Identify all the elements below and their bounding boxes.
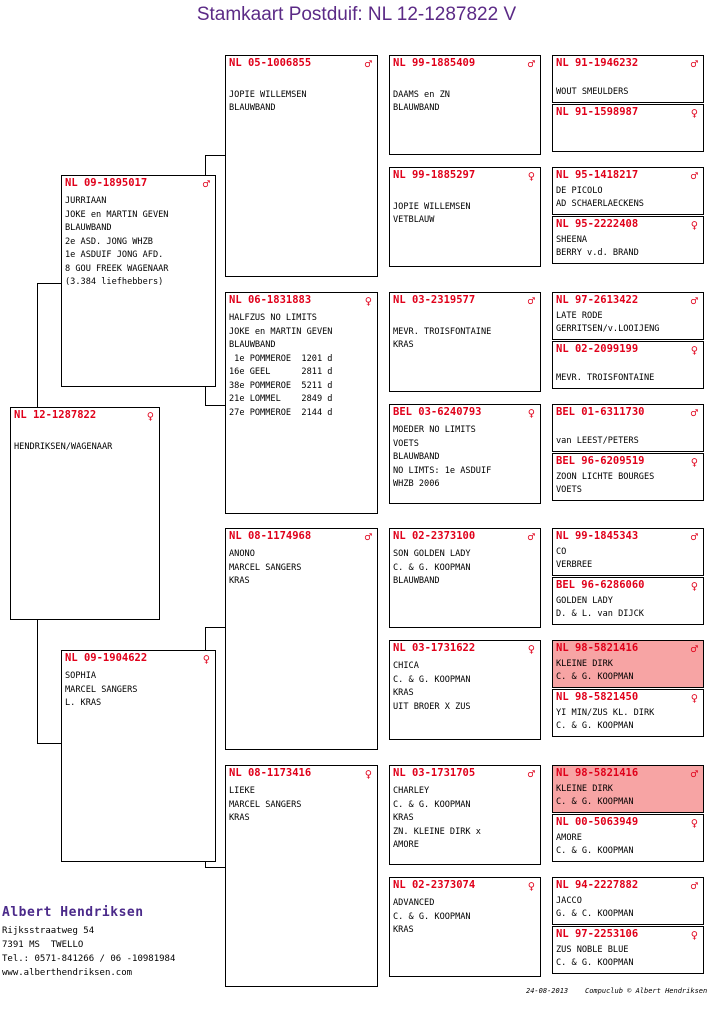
ring-number-text: NL 09-1904622: [65, 652, 148, 664]
ring-number-text: NL 99-1885409: [393, 57, 476, 69]
pigeon-card[interactable]: [225, 528, 378, 750]
owner-website-link[interactable]: www.alberthendriksen.com: [2, 968, 133, 978]
pigeon-info-line: [14, 427, 157, 441]
pigeon-info-line: KRAS: [229, 813, 250, 823]
pigeon-info-line: KRAS: [393, 340, 414, 350]
footer-credit: 24-08-2013 Compuclub © Albert Hendriksen: [526, 987, 708, 995]
pigeon-info-line: BLAUWBAND: [229, 340, 276, 350]
pigeon-info-line: UIT BROER X ZUS: [393, 701, 471, 712]
ring-number-text: BEL 03-6240793: [393, 406, 482, 418]
sex-icon: ♂: [364, 530, 372, 544]
connector-line: [205, 405, 225, 406]
pigeon-info-line: MEVR. TROISFONTAINE: [556, 373, 655, 383]
pigeon-info-line: WOUT SMEULDERS: [556, 87, 629, 97]
sex-icon: ♀: [690, 343, 698, 357]
ring-number: [556, 816, 700, 830]
sex-icon: ♀: [364, 294, 372, 308]
ring-number: [393, 294, 537, 308]
ring-number: [556, 294, 700, 308]
ring-number-text: NL 12-1287822: [14, 409, 97, 421]
ring-number-text: NL 98-5821416: [556, 767, 639, 779]
pigeon-info-line: VOETS: [393, 438, 419, 449]
pigeon-info-line: 2e ASD. JONG WHZB: [65, 236, 153, 247]
ring-number: [65, 177, 212, 191]
pigeon-info-line: G. & C. KOOPMAN: [556, 909, 634, 919]
ring-number-text: NL 02-2373100: [393, 530, 476, 542]
pigeon-card[interactable]: [225, 292, 378, 514]
pigeon-card[interactable]: [389, 292, 541, 392]
ring-number-text: BEL 96-6286060: [556, 579, 645, 591]
ring-number: [229, 767, 374, 781]
pigeon-info-line: [556, 359, 701, 372]
owner-city: 7391 MS TWELLO: [2, 940, 84, 950]
pigeon-info-line: 8 GOU FREEK WAGENAAR: [65, 263, 169, 274]
ring-number: [229, 530, 374, 544]
pigeon-info-line: [556, 73, 701, 86]
pigeon-info-line: AD SCHAERLAECKENS: [556, 199, 644, 209]
pigeon-info-line: VETBLAUW: [393, 215, 435, 225]
ring-number: [556, 406, 700, 420]
sex-icon: ♂: [364, 57, 372, 71]
pigeon-info-line: 21e LOMMEL 2849 d: [229, 394, 333, 404]
ring-number-text: NL 98-5821416: [556, 642, 639, 654]
pigeon-card[interactable]: [552, 926, 704, 974]
sex-icon: ♂: [690, 530, 698, 544]
pigeon-info-line: MARCEL SANGERS: [229, 799, 302, 810]
pigeon-info-line: GOLDEN LADY: [556, 596, 613, 606]
pigeon-card[interactable]: [389, 167, 541, 267]
pigeon-info-line: MEVR. TROISFONTAINE: [393, 326, 492, 337]
pigeon-card[interactable]: [389, 404, 541, 504]
pigeon-info-line: CHARLEY: [393, 786, 430, 796]
pigeon-card[interactable]: [552, 453, 704, 501]
sex-icon: ♂: [527, 530, 535, 544]
sex-icon: ♂: [690, 642, 698, 656]
pigeon-info-line: BLAUWBAND: [393, 576, 440, 586]
ring-number: [229, 57, 374, 71]
sex-icon: ♂: [527, 57, 535, 71]
pigeon-card[interactable]: [552, 341, 704, 389]
pigeon-info-line: C. & G. KOOPMAN: [556, 797, 634, 807]
pigeon-card[interactable]: [552, 104, 704, 152]
sex-icon: ♀: [202, 652, 210, 666]
pigeon-info-line: 1e POMMEROE 1201 d: [229, 353, 333, 364]
pigeon-info-line: ZUS NOBLE BLUE: [556, 945, 629, 955]
pigeon-card[interactable]: [552, 577, 704, 625]
pigeon-info-line: LIEKE: [229, 786, 255, 796]
sex-icon: ♂: [690, 57, 698, 71]
sex-icon: ♀: [690, 579, 698, 593]
ring-number: [556, 642, 700, 656]
ring-number: [393, 767, 537, 781]
pigeon-card[interactable]: [10, 407, 160, 620]
ring-number-text: NL 05-1006855: [229, 57, 312, 69]
sex-icon: ♂: [690, 406, 698, 420]
pigeon-card[interactable]: [389, 877, 541, 977]
ring-number-text: BEL 96-6209519: [556, 455, 645, 467]
pigeon-info-line: VOETS: [556, 485, 582, 495]
ring-number: [393, 642, 537, 656]
pigeon-info-line: 27e POMMEROE 2144 d: [229, 407, 333, 418]
pigeon-info-line: (3.384 liefhebbers): [65, 277, 164, 287]
pigeon-info-line: MARCEL SANGERS: [65, 684, 138, 695]
page-title: Stamkaart Postduif: NL 12-1287822 V: [196, 4, 517, 25]
ring-number: [229, 294, 374, 308]
pigeon-info-line: [393, 75, 538, 89]
pigeon-info-line: KLEINE DIRK: [556, 784, 613, 794]
ring-number: [556, 691, 700, 705]
pigeon-card[interactable]: [552, 167, 704, 215]
pigeon-info-line: BLAUWBAND: [393, 103, 440, 113]
ring-number-text: NL 08-1173416: [229, 767, 312, 779]
ring-number: [556, 928, 700, 942]
pigeon-info-line: D. & L. van DIJCK: [556, 609, 644, 619]
ring-number: [556, 530, 700, 544]
pigeon-card[interactable]: [389, 640, 541, 740]
sex-icon: ♀: [527, 406, 535, 420]
pigeon-info-line: ADVANCED: [393, 898, 435, 908]
pigeon-info-line: KRAS: [393, 925, 414, 935]
pigeon-card[interactable]: [225, 55, 378, 277]
pigeon-info-line: KRAS: [393, 688, 414, 698]
pigeon-info-line: SHEENA: [556, 235, 588, 245]
sex-icon: ♀: [527, 642, 535, 656]
ring-number: [556, 57, 700, 71]
pigeon-info-line: DE PICOLO: [556, 186, 603, 196]
pigeon-card[interactable]: [225, 765, 378, 987]
pigeon-card[interactable]: [389, 55, 541, 155]
pigeon-info-line: 38e POMMEROE 5211 d: [229, 380, 333, 391]
pigeon-info-line: MOEDER NO LIMITS: [393, 425, 476, 435]
pigeon-info-line: JOPIE WILLEMSEN: [393, 201, 471, 212]
pigeon-card[interactable]: [389, 765, 541, 865]
ring-number-text: NL 03-1731705: [393, 767, 476, 779]
pigeon-info-line: 1e ASDUIF JONG AFD.: [65, 250, 164, 260]
pigeon-info-line: AMORE: [393, 840, 419, 850]
pigeon-info-line: BLAUWBAND: [229, 103, 276, 113]
ring-number: [14, 409, 156, 423]
pigeon-info-line: [556, 422, 701, 435]
sex-icon: ♀: [690, 218, 698, 232]
ring-number-text: NL 97-2253106: [556, 928, 639, 940]
pigeon-info-line: KLEINE DIRK: [556, 659, 613, 669]
sex-icon: ♀: [690, 928, 698, 942]
pigeon-card[interactable]: [552, 216, 704, 264]
ring-number-text: NL 08-1174968: [229, 530, 312, 542]
pigeon-info-line: JURRIAAN: [65, 196, 107, 206]
ring-number-text: NL 00-5063949: [556, 816, 639, 828]
ring-number: [556, 455, 700, 469]
pigeon-info-line: BLAUWBAND: [65, 223, 112, 233]
pigeon-info-line: ANONO: [229, 549, 255, 559]
pigeon-info-line: KRAS: [393, 813, 414, 823]
pigeon-card[interactable]: [61, 650, 216, 862]
pigeon-info-line: GERRITSEN/v.LOOIJENG: [556, 324, 660, 334]
pigeon-info-line: C. & G. KOOPMAN: [393, 674, 471, 685]
connector-line: [205, 627, 225, 628]
ring-number-text: BEL 01-6311730: [556, 406, 645, 418]
owner-name: Albert Hendriksen: [2, 905, 144, 920]
ring-number: [556, 218, 700, 232]
pigeon-info-line: CHICA: [393, 661, 419, 671]
pigeon-info-line: C. & G. KOOPMAN: [556, 846, 634, 856]
pigeon-info-line: [229, 75, 375, 89]
ring-number-text: NL 97-2613422: [556, 294, 639, 306]
ring-number-text: NL 02-2373074: [393, 879, 476, 891]
ring-number: [556, 579, 700, 593]
owner-phone: Tel.: 0571-841266 / 06 -10981984: [2, 954, 176, 964]
sex-icon: ♂: [690, 169, 698, 183]
ring-number-text: NL 06-1831883: [229, 294, 312, 306]
ring-number-text: NL 09-1895017: [65, 177, 148, 189]
pigeon-info-line: NO LIMTS: 1e ASDUIF: [393, 465, 492, 476]
ring-number: [556, 106, 700, 120]
pigeon-info-line: JOKE en MARTIN GEVEN: [65, 209, 169, 220]
connector-line: [205, 155, 225, 156]
ring-number: [393, 57, 537, 71]
pigeon-info-line: CO: [556, 547, 567, 557]
pigeon-card[interactable]: [552, 765, 704, 813]
pigeon-info-line: KRAS: [229, 576, 250, 586]
connector-line: [205, 867, 225, 868]
pigeon-info-line: HENDRIKSEN/WAGENAAR: [14, 441, 113, 452]
sex-icon: ♂: [690, 767, 698, 781]
sex-icon: ♂: [527, 767, 535, 781]
pigeon-info-line: AMORE: [556, 833, 582, 843]
pigeon-info-line: SOPHIA: [65, 671, 97, 681]
pigeon-card[interactable]: [61, 175, 216, 387]
ring-number: [65, 652, 212, 666]
pigeon-info-line: C. & G. KOOPMAN: [556, 721, 634, 731]
pigeon-info-line: JACCO: [556, 896, 582, 906]
ring-number-text: NL 03-2319577: [393, 294, 476, 306]
ring-number-text: NL 03-1731622: [393, 642, 476, 654]
ring-number-text: NL 98-5821450: [556, 691, 639, 703]
ring-number-text: NL 95-1418217: [556, 169, 639, 181]
sex-icon: ♂: [202, 177, 210, 191]
ring-number-text: NL 99-1845343: [556, 530, 639, 542]
sex-icon: ♂: [690, 879, 698, 893]
sex-icon: ♀: [146, 409, 154, 423]
ring-number: [393, 879, 537, 893]
connector-line: [37, 743, 61, 744]
pigeon-info-line: C. & G. KOOPMAN: [393, 799, 471, 810]
ring-number-text: NL 91-1946232: [556, 57, 639, 69]
pigeon-info-line: C. & G. KOOPMAN: [393, 562, 471, 573]
ring-number-text: NL 94-2227882: [556, 879, 639, 891]
sex-icon: ♀: [690, 106, 698, 120]
ring-number: [556, 767, 700, 781]
ring-number: [393, 530, 537, 544]
pigeon-card[interactable]: [552, 877, 704, 925]
owner-address: Rijksstraatweg 54: [2, 926, 95, 936]
pigeon-info-line: JOPIE WILLEMSEN: [229, 89, 307, 100]
pigeon-info-line: L. KRAS: [65, 698, 102, 708]
pigeon-info-line: BERRY v.d. BRAND: [556, 248, 639, 258]
pigeon-card[interactable]: [389, 528, 541, 628]
ring-number: [556, 343, 700, 357]
owner-info: [2, 905, 175, 980]
sex-icon: ♂: [527, 294, 535, 308]
pigeon-info-line: JOKE en MARTIN GEVEN: [229, 326, 333, 337]
pigeon-card[interactable]: [552, 640, 704, 688]
pigeon-card[interactable]: [552, 814, 704, 862]
sex-icon: ♀: [364, 767, 372, 781]
pigeon-info-line: 16e GEEL 2811 d: [229, 367, 333, 377]
pigeon-info-line: WHZB 2006: [393, 479, 440, 489]
pigeon-info-line: [393, 312, 538, 326]
sex-icon: ♀: [527, 879, 535, 893]
ring-number: [393, 406, 537, 420]
pigeon-card[interactable]: [552, 528, 704, 576]
pigeon-card[interactable]: [552, 55, 704, 103]
pigeon-card[interactable]: [552, 404, 704, 452]
pigeon-info-line: HALFZUS NO LIMITS: [229, 313, 317, 323]
pigeon-card[interactable]: [552, 689, 704, 737]
pigeon-info-line: DAAMS en ZN: [393, 89, 450, 100]
pigeon-info-line: YI MIN/ZUS KL. DIRK: [556, 708, 655, 718]
pigeon-info-line: C. & G. KOOPMAN: [556, 958, 634, 968]
pigeon-info-line: SON GOLDEN LADY: [393, 549, 471, 559]
connector-line: [37, 283, 61, 284]
ring-number: [393, 169, 537, 183]
ring-number: [556, 169, 700, 183]
pigeon-info-line: LATE RODE: [556, 311, 603, 321]
ring-number-text: NL 02-2099199: [556, 343, 639, 355]
sex-icon: ♀: [690, 455, 698, 469]
pigeon-info-line: ZOON LICHTE BOURGES: [556, 472, 655, 482]
sex-icon: ♀: [690, 816, 698, 830]
ring-number: [556, 879, 700, 893]
pigeon-card[interactable]: [552, 292, 704, 340]
pigeon-info-line: ZN. KLEINE DIRK x: [393, 826, 481, 837]
ring-number-text: NL 95-2222408: [556, 218, 639, 230]
pigeon-info-line: C. & G. KOOPMAN: [556, 672, 634, 682]
sex-icon: ♀: [527, 169, 535, 183]
pigeon-info-line: BLAUWBAND: [393, 452, 440, 462]
pigeon-info-line: MARCEL SANGERS: [229, 562, 302, 573]
sex-icon: ♀: [690, 691, 698, 705]
ring-number-text: NL 91-1598987: [556, 106, 639, 118]
sex-icon: ♂: [690, 294, 698, 308]
pigeon-info-line: [393, 187, 538, 201]
ring-number-text: NL 99-1885297: [393, 169, 476, 181]
pigeon-info-line: van LEEST/PETERS: [556, 436, 639, 446]
pigeon-info-line: C. & G. KOOPMAN: [393, 911, 471, 922]
pigeon-info-line: VERBREE: [556, 560, 593, 570]
